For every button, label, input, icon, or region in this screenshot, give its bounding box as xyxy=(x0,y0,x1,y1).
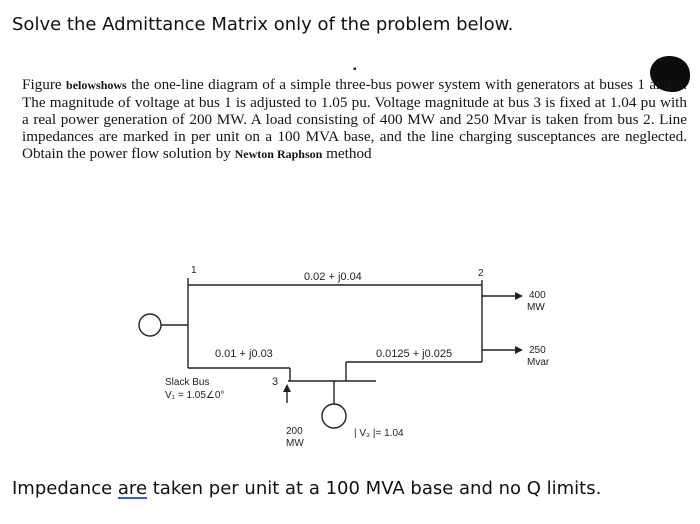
line-1-2-impedance: 0.02 + j0.04 xyxy=(304,271,362,283)
problem-body: the one-line diagram of a simple three-bus power system with generators at buses 1 and 3. The magnitude of voltage at bus 1 is adjusted to 1.05 pu. Voltage magnitude at bus 3 is fixed at 1.04 pu with a real power generation of 200 MW. A load consisting of 400 MW and 250 Mvar is taken from bus 2. Line impedances are marked in per unit on a 100 MVA base, and the line charging susceptances are neglected. Obtain the power flow solution by xyxy=(22,76,687,162)
slack-bus-label: Slack Bus xyxy=(165,377,210,388)
gen3-arrow-icon xyxy=(283,384,291,392)
problem-tail: method xyxy=(322,145,372,162)
instruction-heading: Solve the Admittance Matrix only of the problem below. xyxy=(12,14,514,35)
generator-1-symbol xyxy=(139,314,161,336)
line-2-3-impedance: 0.0125 + j0.025 xyxy=(376,348,453,360)
footer-pre: Impedance xyxy=(12,478,118,499)
slack-bus-voltage: V₁ = 1.05∠0° xyxy=(165,390,225,401)
load-q-unit: Mvar xyxy=(527,357,550,368)
gen-3-unit: MW xyxy=(286,438,304,449)
bus-2-label: 2 xyxy=(478,268,484,279)
load-q-value: 250 xyxy=(529,345,546,356)
footer-post: taken per unit at a 100 MVA base and no Q limits. xyxy=(147,478,602,499)
line-1-3-impedance: 0.01 + j0.03 xyxy=(215,348,273,360)
problem-lead-small: belowshows xyxy=(66,78,127,92)
generator-3-symbol xyxy=(322,404,346,428)
load-p-arrow-icon xyxy=(515,292,523,300)
one-line-diagram xyxy=(120,258,600,458)
stray-mark: ▪ xyxy=(353,64,357,75)
load-p-value: 400 xyxy=(529,290,546,301)
footer-note xyxy=(12,478,601,499)
problem-statement xyxy=(22,76,687,163)
bus-3-label: 3 xyxy=(272,376,279,388)
bus-1-label: 1 xyxy=(191,265,197,276)
footer-underlined-word: are xyxy=(117,478,148,499)
load-q-arrow-icon xyxy=(515,346,523,354)
bus-3-voltage: | V₃ |= 1.04 xyxy=(354,428,404,439)
problem-method-name: Newton Raphson xyxy=(234,147,323,161)
load-p-unit: MW xyxy=(527,302,545,313)
problem-lead-word: Figure xyxy=(22,76,62,93)
gen-3-power: 200 xyxy=(286,426,303,437)
